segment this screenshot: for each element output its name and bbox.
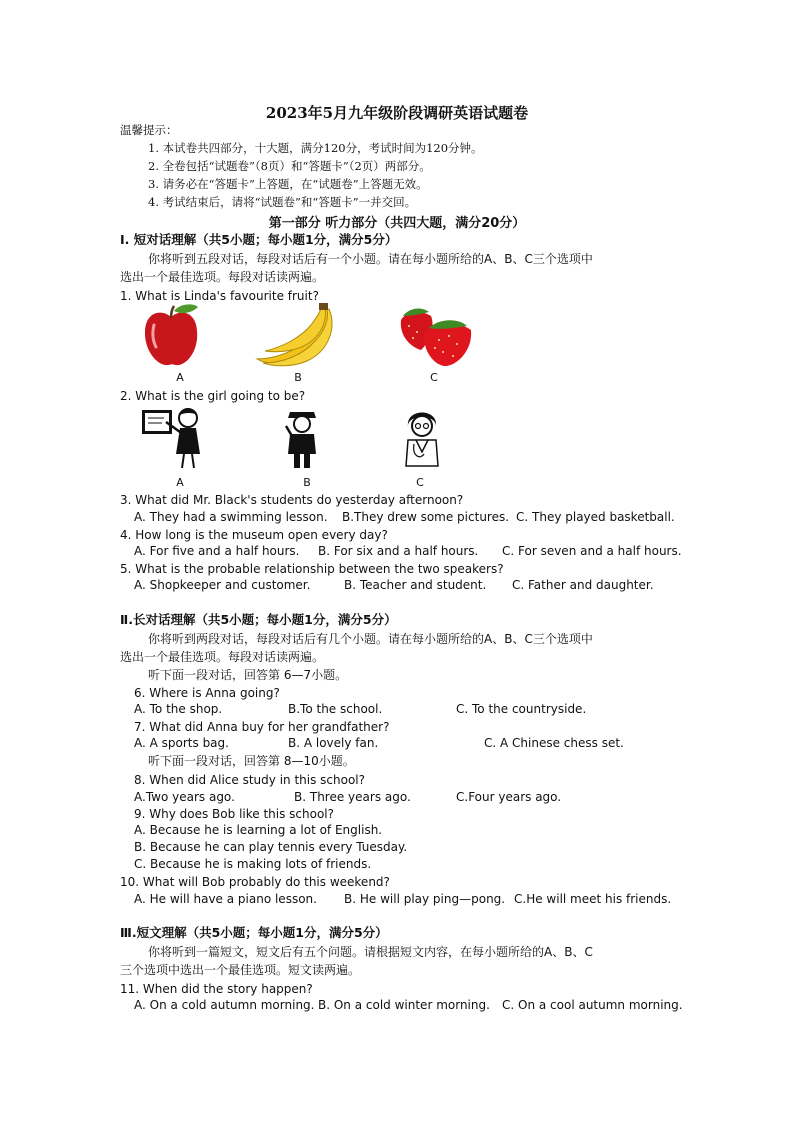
option-label-a: A [176, 476, 184, 489]
question-text: 2. What is the girl going to be? [120, 389, 306, 403]
section-intro: 选出一个最佳选项。每段对话读两遍。 [120, 650, 325, 664]
option-label-b: B [294, 371, 302, 384]
option-a: A. For five and a half hours. [134, 544, 300, 558]
dialogue-lead: 听下面一段对话，回答第 6—7小题。 [148, 668, 348, 682]
question-text: 6. Where is Anna going? [134, 686, 280, 700]
section-intro: 你将听到两段对话，每段对话后有几个小题。请在每小题所给的A、B、C三个选项中 [148, 632, 593, 646]
strawberry-picture [395, 306, 475, 368]
option-b: B.They drew some pictures. [342, 510, 510, 524]
option-label-b: B [303, 476, 311, 489]
section-intro: 选出一个最佳选项。每段对话读两遍。 [120, 270, 325, 284]
option-a: A. Shopkeeper and customer. [134, 578, 311, 592]
section-heading: Ⅰ. 短对话理解（共5小题；每小题1分，满分5分） [120, 232, 398, 247]
question-text: 4. How long is the museum open every day? [120, 528, 388, 542]
option-a: A. To the shop. [134, 702, 223, 716]
question-text: 5. What is the probable relationship between the two speakers? [120, 562, 504, 576]
tip-item: 1. 本试卷共四部分，十大题，满分120分，考试时间为120分钟。 [148, 141, 483, 155]
option-a: A. On a cold autumn morning. [134, 998, 315, 1012]
option-c: C. For seven and a half hours. [502, 544, 682, 558]
doctor-picture [402, 404, 442, 470]
option-b: B. For six and a half hours. [318, 544, 479, 558]
section-heading: Ⅱ.长对话理解（共5小题；每小题1分，满分5分） [120, 612, 397, 627]
option-c: C. Father and daughter. [512, 578, 654, 592]
option-b: B. Because he can play tennis every Tuesday. [134, 840, 408, 854]
page-title: 2023年5月九年级阶段调研英语试题卷 [265, 104, 529, 122]
question-text: 9. Why does Bob like this school? [134, 807, 335, 821]
option-c: C.Four years ago. [456, 790, 562, 804]
part-heading: 第一部分 听力部分（共四大题，满分20分） [268, 216, 526, 231]
question-text: 11. When did the story happen? [120, 982, 313, 996]
option-label-c: C [416, 476, 424, 489]
section-intro: 你将听到五段对话，每段对话后有一个小题。请在每小题所给的A、B、C三个选项中 [148, 252, 593, 266]
option-label-a: A [176, 371, 184, 384]
tip-item: 3. 请务必在“答题卡”上答题，在“试题卷”上答题无效。 [148, 177, 428, 191]
option-c: C. On a cool autumn morning. [502, 998, 683, 1012]
option-a: A. They had a swimming lesson. [134, 510, 328, 524]
option-c: C.He will meet his friends. [514, 892, 672, 906]
option-b: B.To the school. [288, 702, 383, 716]
question-text: 8. When did Alice study in this school? [134, 773, 365, 787]
option-label-c: C [430, 371, 438, 384]
tip-item: 4. 考试结束后，请将“试题卷”和“答题卡”一并交回。 [148, 195, 417, 209]
tips-heading: 温馨提示： [120, 123, 178, 137]
banana-picture [253, 303, 339, 369]
option-c: C. To the countryside. [456, 702, 587, 716]
option-b: B. He will play ping—pong. [344, 892, 506, 906]
section-intro: 三个选项中选出一个最佳选项。短文读两遍。 [120, 963, 361, 977]
section-intro: 你将听到一篇短文，短文后有五个问题。请根据短文内容，在每小题所给的A、B、C [148, 945, 593, 959]
apple-picture [142, 303, 200, 369]
dialogue-lead: 听下面一段对话，回答第 8—10小题。 [148, 754, 355, 768]
option-c: C. Because he is making lots of friends. [134, 857, 372, 871]
question-text: 7. What did Anna buy for her grandfather? [134, 720, 390, 734]
police-officer-picture [282, 404, 322, 472]
option-b: B. A lovely fan. [288, 736, 379, 750]
question-text: 1. What is Linda's favourite fruit? [120, 289, 319, 303]
question-text: 10. What will Bob probably do this weekend? [120, 875, 390, 889]
option-b: B. On a cold winter morning. [318, 998, 490, 1012]
option-a: A. He will have a piano lesson. [134, 892, 317, 906]
option-b: B. Teacher and student. [344, 578, 487, 592]
option-b: B. Three years ago. [294, 790, 411, 804]
teacher-picture [140, 404, 206, 472]
option-c: C. They played basketball. [516, 510, 675, 524]
option-a: A. Because he is learning a lot of English. [134, 823, 383, 837]
question-text: 3. What did Mr. Black's students do yesterday afternoon? [120, 493, 464, 507]
option-a: A. A sports bag. [134, 736, 229, 750]
section-heading: Ⅲ.短文理解（共5小题；每小题1分，满分5分） [120, 925, 388, 940]
tip-item: 2. 全卷包括“试题卷”（8页）和“答题卡”（2页）两部分。 [148, 159, 431, 173]
option-c: C. A Chinese chess set. [484, 736, 624, 750]
option-a: A.Two years ago. [134, 790, 235, 804]
